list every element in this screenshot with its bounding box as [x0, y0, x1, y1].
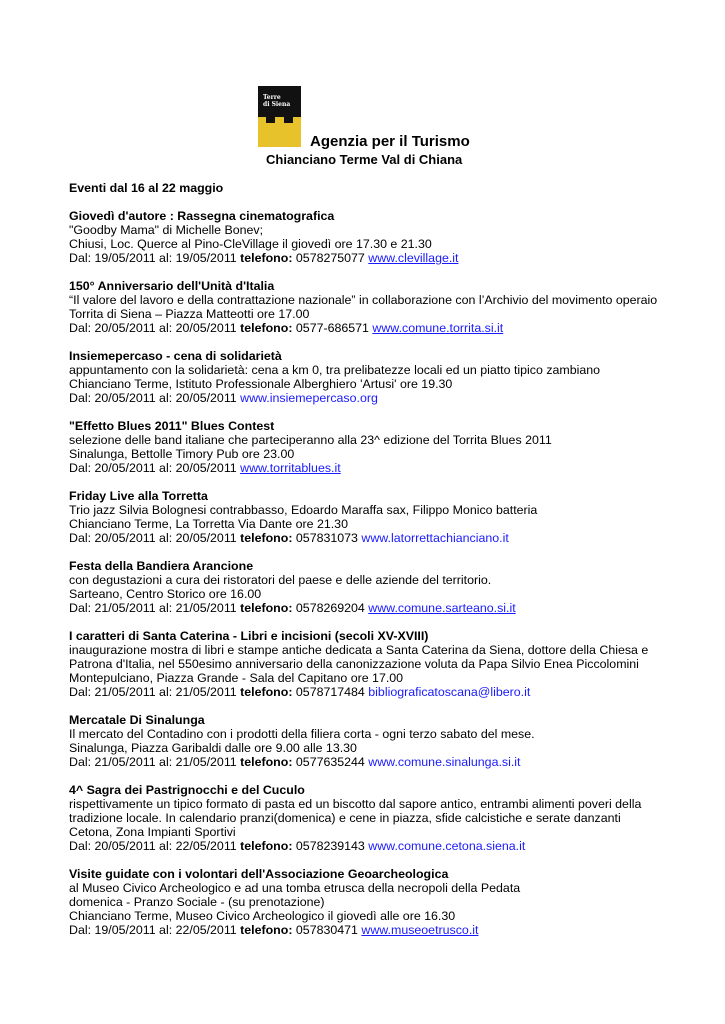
event-link[interactable]: bibliograficatoscana@libero.it — [368, 685, 531, 699]
from-label: Dal: — [69, 923, 92, 937]
to-label: al: — [159, 755, 173, 769]
event-link[interactable]: www.comune.sarteano.si.it — [368, 601, 516, 615]
event-description-line: rispettivamente un tipico formato di pasta ed un biscotto dal sapore antico, entrambi alimenti poveri della — [69, 797, 642, 811]
event-title: "Effetto Blues 2011" Blues Contest — [69, 419, 275, 433]
event-title: Festa della Bandiera Arancione — [69, 559, 254, 573]
phone-number: 0578717484 — [295, 685, 365, 699]
date-from: 20/05/2011 — [94, 839, 156, 853]
event-item — [69, 783, 709, 853]
event-dates-line — [69, 321, 709, 335]
from-label: Dal: — [69, 755, 92, 769]
from-label: Dal: — [69, 601, 92, 615]
from-label: Dal: — [69, 839, 92, 853]
event-description-line: selezione delle band italiane che parteciperanno alla 23^ edizione del Torrita Blues 2011 — [69, 433, 552, 447]
date-to: 20/05/2011 — [175, 461, 237, 475]
event-description-line: al Museo Civico Archeologico e ad una tomba etrusca della necropoli della Pedata — [69, 881, 521, 895]
phone-label: telefono: — [240, 839, 293, 853]
event-link[interactable]: www.comune.torrita.si.it — [372, 321, 504, 335]
date-to: 21/05/2011 — [175, 755, 237, 769]
date-from: 19/05/2011 — [94, 923, 156, 937]
phone-label: telefono: — [240, 321, 293, 335]
to-label: al: — [159, 839, 173, 853]
date-from: 21/05/2011 — [94, 601, 156, 615]
event-title: 4^ Sagra dei Pastrignocchi e del Cuculo — [69, 783, 305, 797]
event-dates-line — [69, 601, 709, 615]
date-to: 20/05/2011 — [175, 531, 237, 545]
phone-number: 0577-686571 — [295, 321, 369, 335]
event-description-line: Montepulciano, Piazza Grande - Sala del Capitano ore 17.00 — [69, 671, 404, 685]
date-from: 20/05/2011 — [94, 321, 156, 335]
date-to: 21/05/2011 — [175, 685, 237, 699]
phone-number: 0577635244 — [295, 755, 365, 769]
date-to: 20/05/2011 — [175, 391, 237, 405]
document-body — [69, 181, 709, 951]
event-list — [69, 209, 709, 937]
from-label: Dal: — [69, 251, 92, 265]
event-description-line: Chianciano Terme, La Torretta Via Dante ore 21.30 — [69, 517, 348, 531]
date-to: 20/05/2011 — [175, 321, 237, 335]
phone-number: 0578269204 — [295, 601, 365, 615]
to-label: al: — [159, 251, 173, 265]
terre-di-siena-logo — [258, 86, 301, 147]
to-label: al: — [159, 923, 173, 937]
to-label: al: — [159, 531, 173, 545]
event-description-line: domenica - Pranzo Sociale - (su prenotazione) — [69, 895, 325, 909]
phone-label: telefono: — [240, 923, 293, 937]
event-description-line: Sinalunga, Bettolle Timory Pub ore 23.00 — [69, 447, 295, 461]
event-item — [69, 713, 709, 769]
from-label: Dal: — [69, 321, 92, 335]
event-title: I caratteri di Santa Caterina - Libri e incisioni (secoli XV-XVIII) — [69, 629, 429, 643]
event-dates-line — [69, 685, 709, 699]
event-link[interactable]: www.torritablues.it — [240, 461, 341, 475]
phone-label: telefono: — [240, 251, 293, 265]
from-label: Dal: — [69, 531, 92, 545]
event-link[interactable]: www.comune.sinalunga.si.it — [368, 755, 521, 769]
phone-number: 057830471 — [295, 923, 358, 937]
event-description-line: Chianciano Terme, Istituto Professionale Alberghiero 'Artusi' ore 19.30 — [69, 377, 453, 391]
from-label: Dal: — [69, 461, 92, 475]
date-to: 21/05/2011 — [175, 601, 237, 615]
phone-number: 0578239143 — [295, 839, 365, 853]
phone-label: telefono: — [240, 685, 293, 699]
event-dates-line — [69, 461, 709, 475]
event-item — [69, 419, 709, 475]
event-description-line: “Il valore del lavoro e della contrattazione nazionale” in collaborazione con l’Archivio del movimento operaio — [69, 293, 658, 307]
event-description-line: appuntamento con la solidarietà: cena a km 0, tra prelibatezze locali ed un piatto tipico zambiano — [69, 363, 601, 377]
date-to: 22/05/2011 — [175, 839, 237, 853]
event-dates-line — [69, 923, 709, 937]
date-to: 22/05/2011 — [175, 923, 237, 937]
phone-number: 057831073 — [295, 531, 358, 545]
event-title: Mercatale Di Sinalunga — [69, 713, 205, 727]
event-item — [69, 559, 709, 615]
agency-subtitle: Chianciano Terme Val di Chiana — [266, 152, 463, 167]
event-description-line: inaugurazione mostra di libri e stampe antiche dedicata a Santa Caterina da Siena, dottore della Chiesa e — [69, 643, 649, 657]
page-heading: Eventi dal 16 al 22 maggio — [69, 181, 224, 195]
date-from: 20/05/2011 — [94, 461, 156, 475]
logo-text: Terre — [263, 94, 281, 101]
event-item — [69, 489, 709, 545]
event-description-line: tradizione locale. In calendario pranzi(domenica) e cene in piazza, sfide calcistiche e serate danzanti — [69, 811, 621, 825]
event-link[interactable]: www.comune.cetona.siena.it — [368, 839, 526, 853]
event-title: Visite guidate con i volontari dell'Associazione Geoarcheologica — [69, 867, 449, 881]
event-link[interactable]: www.insiemepercaso.org — [240, 391, 378, 405]
event-description-line: con degustazioni a cura dei ristoratori del paese e delle aziende del territorio. — [69, 573, 492, 587]
logo-text: di Siena — [263, 101, 291, 108]
to-label: al: — [159, 461, 173, 475]
phone-label: telefono: — [240, 601, 293, 615]
to-label: al: — [159, 601, 173, 615]
event-description-line: Trio jazz Silvia Bolognesi contrabbasso, Edoardo Maraffa sax, Filippo Monico batteria — [69, 503, 538, 517]
event-dates-line — [69, 531, 709, 545]
event-title: 150° Anniversario dell'Unità d'Italia — [69, 279, 275, 293]
event-link[interactable]: www.latorrettachianciano.it — [361, 531, 509, 545]
event-dates-line — [69, 755, 709, 769]
phone-label: telefono: — [240, 755, 293, 769]
from-label: Dal: — [69, 391, 92, 405]
date-from: 20/05/2011 — [94, 391, 156, 405]
event-link[interactable]: www.museoetrusco.it — [361, 923, 479, 937]
event-title: Friday Live alla Torretta — [69, 489, 208, 503]
event-title: Insiemepercaso - cena di solidarietà — [69, 349, 282, 363]
to-label: al: — [159, 391, 173, 405]
event-title: Giovedì d'autore : Rassegna cinematografica — [69, 209, 335, 223]
event-dates-line — [69, 391, 709, 405]
agency-title: Agenzia per il Turismo — [310, 133, 470, 150]
date-from: 19/05/2011 — [94, 251, 156, 265]
event-dates-line — [69, 251, 709, 265]
from-label: Dal: — [69, 685, 92, 699]
to-label: al: — [159, 685, 173, 699]
date-from: 21/05/2011 — [94, 685, 156, 699]
event-item — [69, 629, 709, 699]
event-item — [69, 867, 709, 937]
event-description-line: "Goodby Mama" di Michelle Bonev; — [69, 223, 264, 237]
date-to: 19/05/2011 — [175, 251, 237, 265]
to-label: al: — [159, 321, 173, 335]
phone-number: 0578275077 — [295, 251, 365, 265]
event-description-line: Cetona, Zona Impianti Sportivi — [69, 825, 236, 839]
event-description-line: Sinalunga, Piazza Garibaldi dalle ore 9.00 alle 13.30 — [69, 741, 357, 755]
event-description-line: Patrona d'Italia, nel 550esimo anniversario della canonizzazione voluta da Papa Silvio Enea Piccolomini — [69, 657, 639, 671]
event-description-line: Chiusi, Loc. Querce al Pino-CleVillage il giovedì ore 17.30 e 21.30 — [69, 237, 432, 251]
event-item — [69, 209, 709, 265]
event-link[interactable]: www.clevillage.it — [368, 251, 459, 265]
event-description-line: Chianciano Terme, Museo Civico Archeologico il giovedì alle ore 16.30 — [69, 909, 456, 923]
phone-label: telefono: — [240, 531, 293, 545]
event-item — [69, 349, 709, 405]
event-description-line: Il mercato del Contadino con i prodotti della filiera corta - ogni terzo sabato del mese. — [69, 727, 535, 741]
date-from: 21/05/2011 — [94, 755, 156, 769]
event-description-line: Torrita di Siena – Piazza Matteotti ore 17.00 — [69, 307, 310, 321]
event-dates-line — [69, 839, 709, 853]
event-item — [69, 279, 709, 335]
event-description-line: Sarteano, Centro Storico ore 16.00 — [69, 587, 262, 601]
date-from: 20/05/2011 — [94, 531, 156, 545]
